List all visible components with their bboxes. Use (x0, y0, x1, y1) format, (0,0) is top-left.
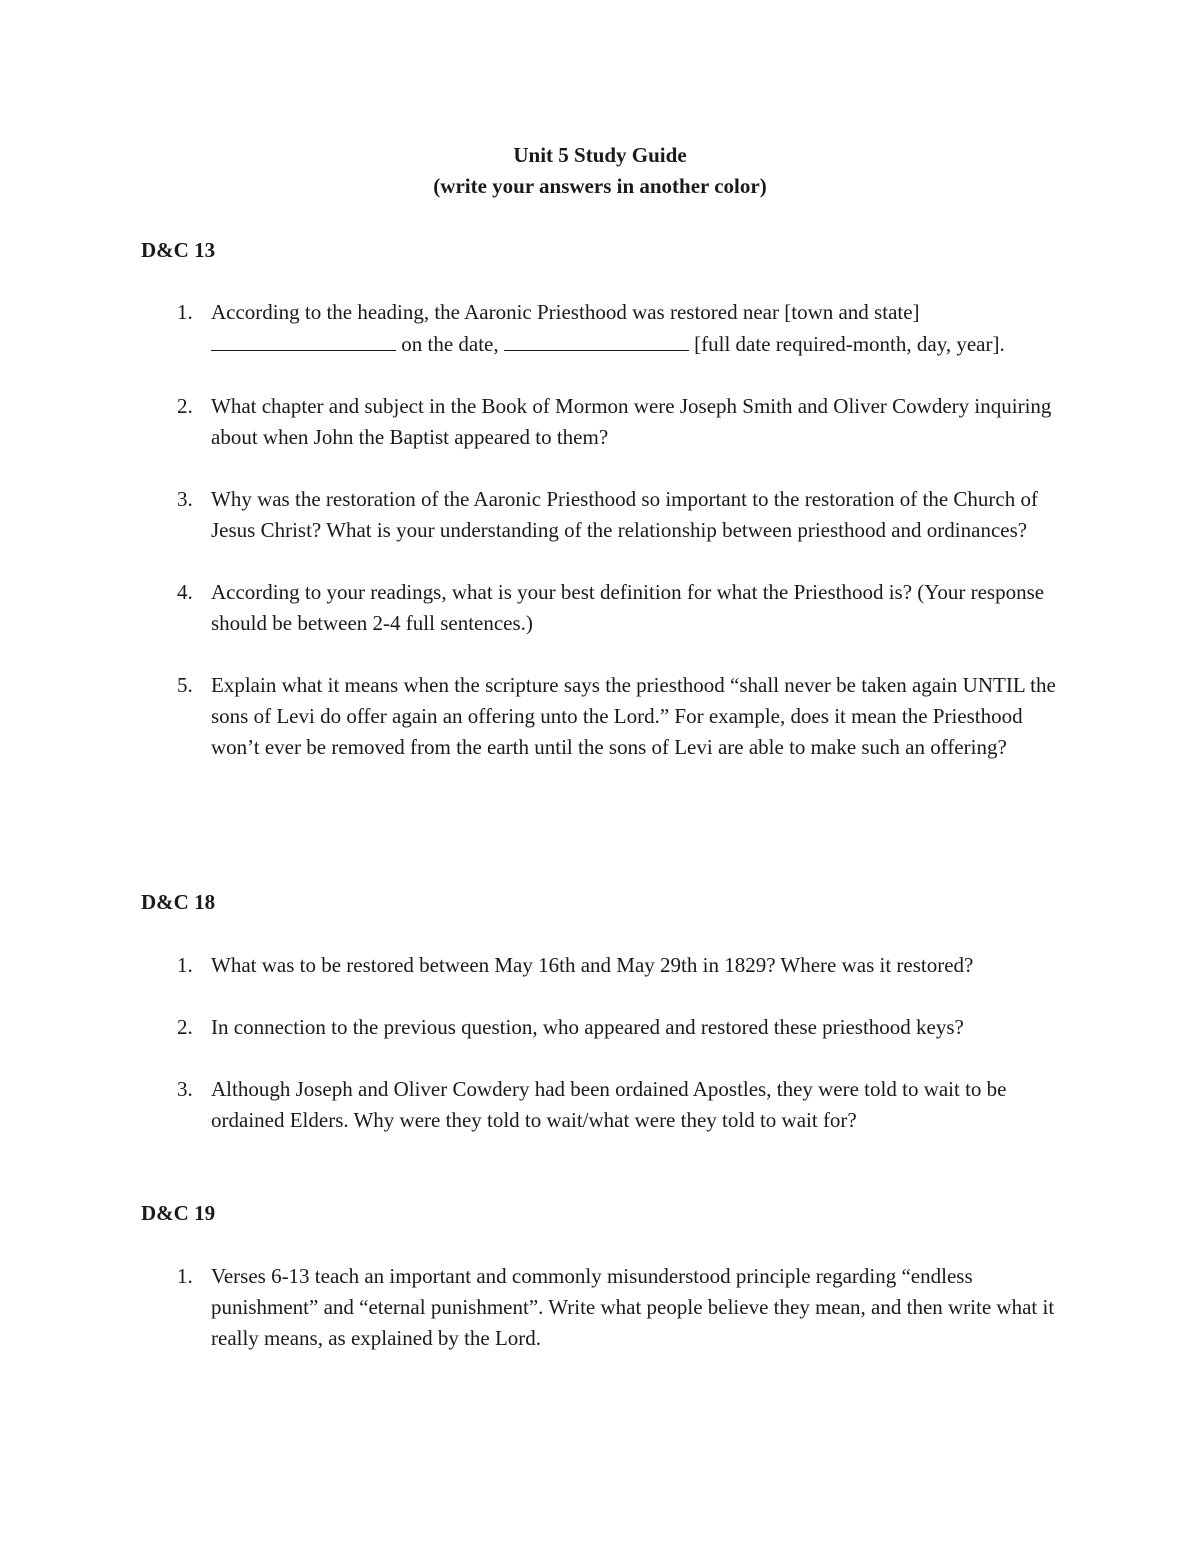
question-text: What was to be restored between May 16th and May 29th in 1829? Where was it restored? (211, 953, 974, 977)
answer-blank-location[interactable] (211, 328, 396, 351)
question-item (141, 1261, 1071, 1354)
document-subtitle: (write your answers in another color) (433, 174, 767, 198)
question-number: 1. (177, 953, 193, 977)
question-number: 1. (177, 1264, 193, 1288)
question-text: In connection to the previous question, who appeared and restored these priesthood keys? (211, 1015, 964, 1039)
section-heading-dc18: D&C 18 (141, 890, 216, 914)
question-text: on the date, (401, 332, 499, 356)
question-text: Why was the restoration of the Aaronic Priesthood so important to the restoration of the Church of Jesus Christ? What is your understanding of the relationship between priesthood and ordinances? (211, 487, 1038, 542)
question-number: 2. (177, 1015, 193, 1039)
section-heading-dc19: D&C 19 (141, 1201, 216, 1225)
question-item (141, 1012, 1071, 1043)
question-list-dc19 (141, 1261, 1071, 1385)
question-text: According to your readings, what is your best definition for what the Priesthood is? (Your response should be between 2-4 full sentences.) (211, 580, 1045, 635)
question-number: 5. (177, 673, 193, 697)
question-number: 1. (177, 300, 193, 324)
question-number: 4. (177, 580, 193, 604)
question-number: 2. (177, 394, 193, 418)
question-text: What chapter and subject in the Book of Mormon were Joseph Smith and Oliver Cowdery inquiring about when John the Baptist appeared to them? (211, 394, 1052, 449)
question-item (141, 1074, 1071, 1136)
question-item (141, 577, 1071, 639)
question-number: 3. (177, 1077, 193, 1101)
question-number: 3. (177, 487, 193, 511)
document-title: Unit 5 Study Guide (513, 143, 687, 167)
question-text: According to the heading, the Aaronic Priesthood was restored near [town and state] (211, 300, 920, 324)
question-item (141, 484, 1071, 546)
question-text: Although Joseph and Oliver Cowdery had been ordained Apostles, they were told to wait to be ordained Elders. Why were they told to wait/what were they told to wait for? (211, 1077, 1007, 1132)
question-item (141, 297, 1071, 360)
title-block (0, 140, 1200, 202)
question-text: [full date required-month, day, year]. (694, 332, 1005, 356)
question-item (141, 670, 1071, 763)
question-list-dc18 (141, 950, 1071, 1167)
question-item (141, 391, 1071, 453)
answer-blank-date[interactable] (504, 328, 689, 351)
question-item (141, 950, 1071, 981)
question-list-dc13 (141, 297, 1071, 794)
section-heading-dc13: D&C 13 (141, 238, 216, 262)
question-text: Explain what it means when the scripture says the priesthood “shall never be taken again UNTIL the sons of Levi do offer again an offering unto the Lord.” For example, does it mean the Priesthood won’t ever be removed from the earth until the sons of Levi are able to make such an offering? (211, 673, 1056, 759)
question-text: Verses 6-13 teach an important and commonly misunderstood principle regarding “endless punishment” and “eternal punishment”. Write what people believe they mean, and then write what it really means, as explained by the Lord. (211, 1264, 1055, 1350)
